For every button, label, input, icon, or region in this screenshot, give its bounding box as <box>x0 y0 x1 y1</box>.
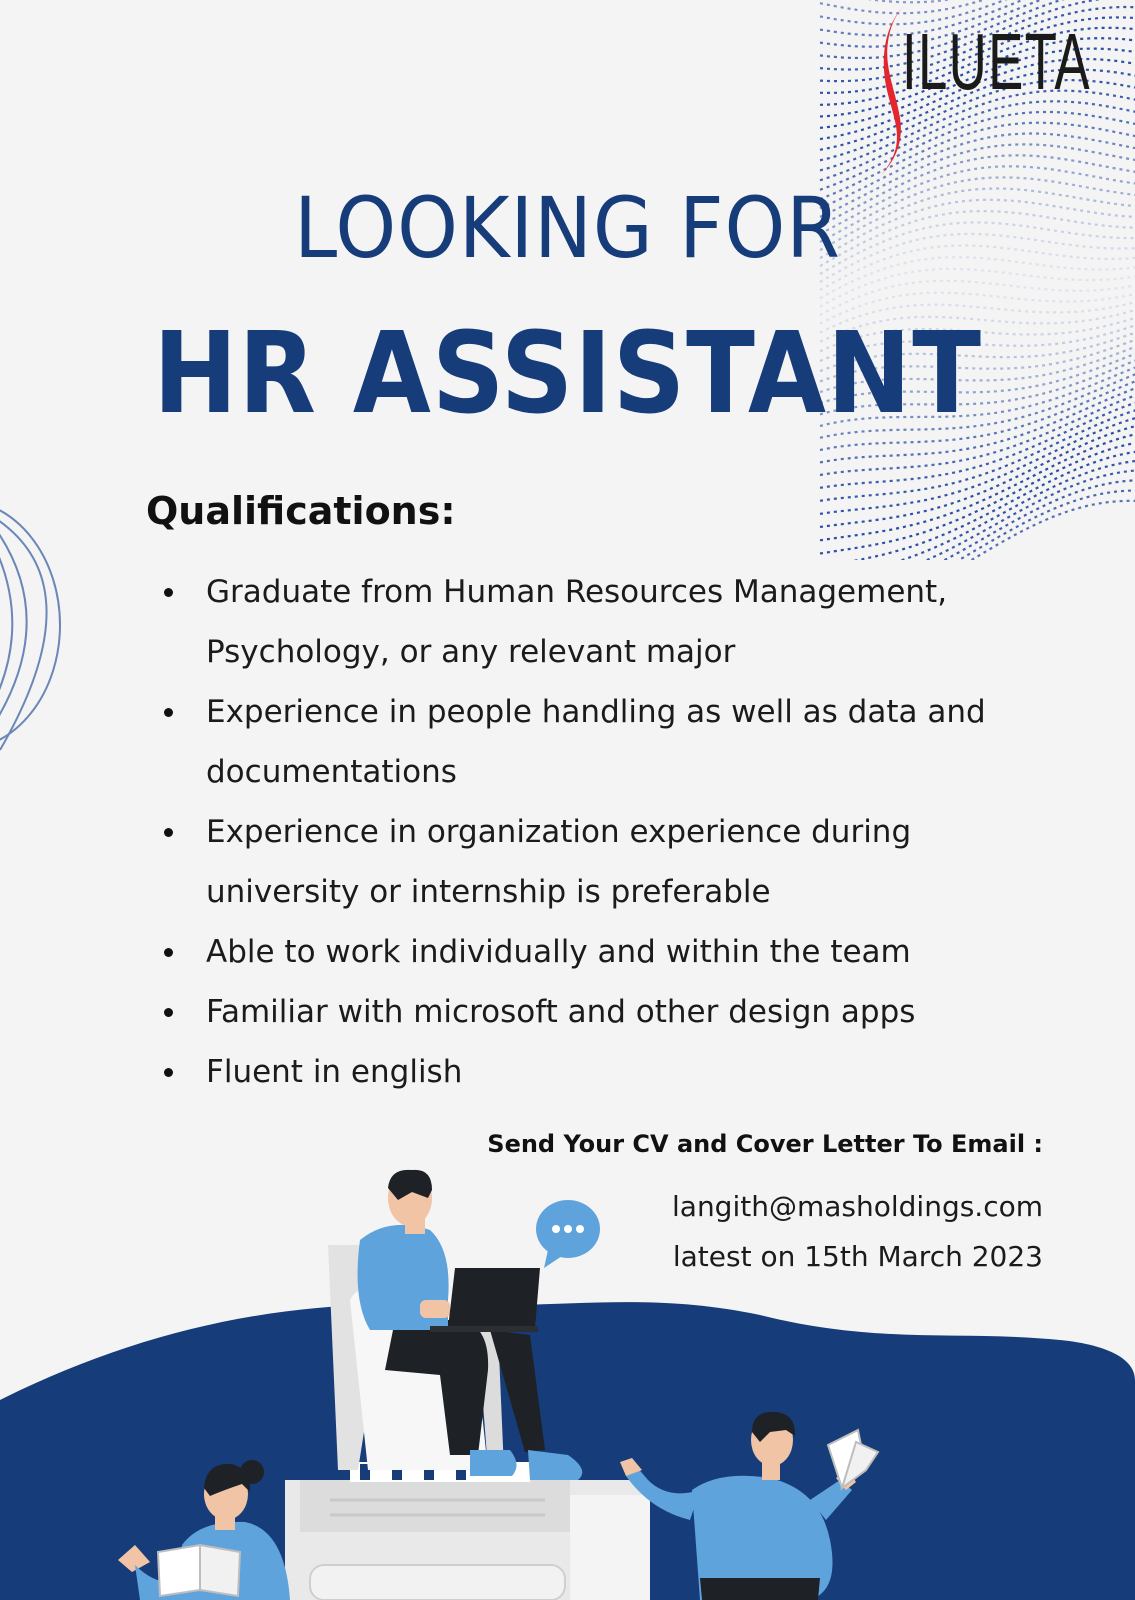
qualification-item: Able to work individually and within the team <box>160 922 1060 982</box>
qualification-item: Familiar with microsoft and other design apps <box>160 982 1060 1042</box>
qualification-item: Experience in people handling as well as data and documentations <box>160 682 1060 802</box>
qualification-item: Graduate from Human Resources Management, Psychology, or any relevant major <box>160 562 1060 682</box>
headline-looking-for: LOOKING FOR <box>294 179 841 277</box>
brand-logo-text: ILUETA <box>902 17 1091 106</box>
contact-email[interactable]: langith@masholdings.com <box>672 1190 1043 1223</box>
application-deadline: latest on 15th March 2023 <box>672 1240 1043 1273</box>
headline-job-title: HR ASSISTANT <box>153 309 982 439</box>
qualification-item: Experience in organization experience during university or internship is preferable <box>160 802 1060 922</box>
book-icon <box>158 1545 240 1596</box>
book-stack <box>285 1462 650 1600</box>
chat-bubble-icon <box>536 1200 600 1268</box>
qualifications-heading: Qualifications: <box>146 489 456 533</box>
qualification-item: Fluent in english <box>160 1042 1060 1102</box>
send-cv-instruction: Send Your CV and Cover Letter To Email : <box>487 1130 1043 1158</box>
